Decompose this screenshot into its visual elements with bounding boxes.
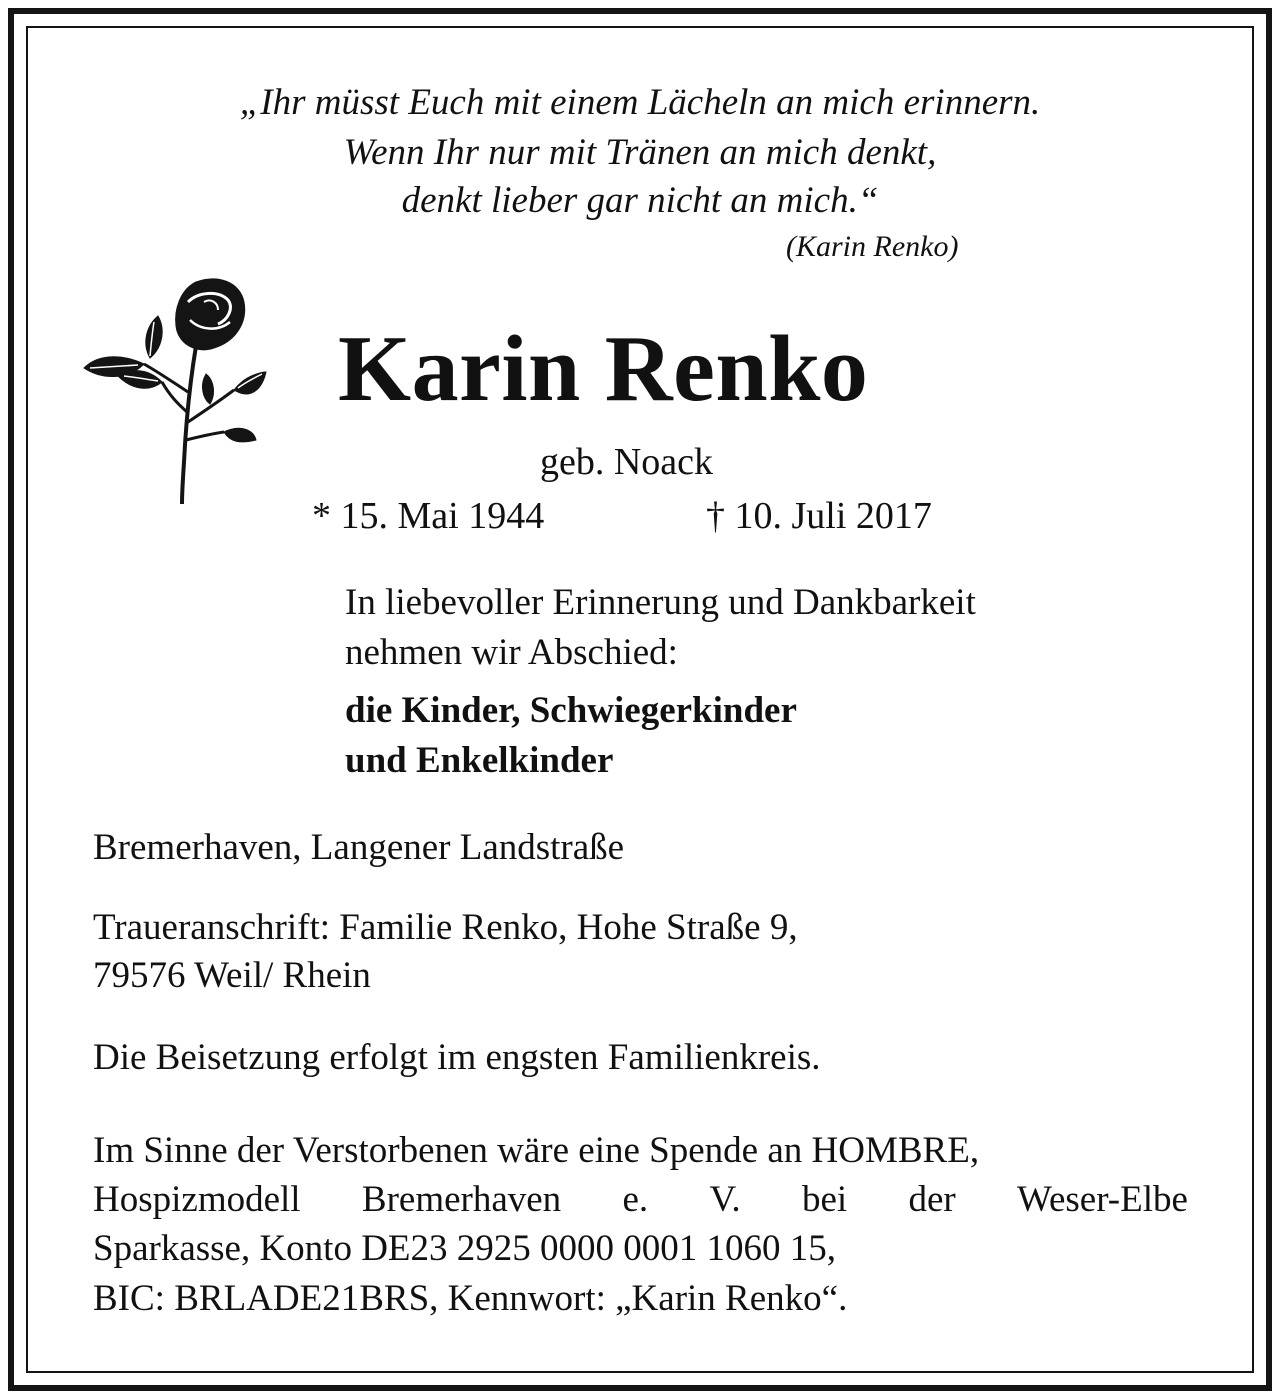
family-line-1: die Kinder, Schwiegerkinder — [345, 690, 797, 731]
donation-word: V. — [709, 1179, 741, 1220]
donation-line-2 — [93, 1181, 1188, 1218]
quote-line-1: „Ihr müsst Euch mit einem Lächeln an mich erinnern. — [239, 82, 1041, 123]
maiden-name: geb. Noack — [540, 441, 714, 483]
quote-author: (Karin Renko) — [786, 230, 959, 263]
birth-date: * 15. Mai 1944 — [312, 495, 545, 537]
donation-word: Bremerhaven — [361, 1179, 562, 1220]
donation-word: Weser-Elbe — [1017, 1179, 1188, 1220]
donation-word: Hospizmodell — [93, 1179, 301, 1220]
donation-line-1: Im Sinne der Verstorbenen wäre eine Spende an HOMBRE, — [93, 1130, 980, 1171]
address-line-2: 79576 Weil/ Rhein — [93, 955, 371, 996]
burial-text: Die Beisetzung erfolgt im engsten Familienkreis. — [93, 1037, 821, 1078]
farewell-line-2: nehmen wir Abschied: — [345, 632, 678, 673]
donation-word: bei — [801, 1179, 848, 1220]
donation-word: e. — [622, 1179, 649, 1220]
rose-icon — [78, 272, 268, 508]
address-line-1: Traueranschrift: Familie Renko, Hohe Straße 9, — [93, 907, 798, 948]
quote-line-2: Wenn Ihr nur mit Tränen an mich denkt, — [343, 132, 937, 173]
death-date: † 10. Juli 2017 — [706, 495, 932, 537]
location-text: Bremerhaven, Langener Landstraße — [93, 827, 625, 868]
donation-line-3: Sparkasse, Konto DE23 2925 0000 0001 1060 15, — [93, 1228, 837, 1269]
farewell-line-1: In liebevoller Erinnerung und Dankbarkeit — [345, 582, 976, 623]
donation-word: der — [908, 1179, 956, 1220]
donation-line-4: BIC: BRLADE21BRS, Kennwort: „Karin Renko“. — [93, 1278, 848, 1319]
quote-line-3: denkt lieber gar nicht an mich.“ — [401, 180, 879, 221]
family-line-2: und Enkelkinder — [345, 740, 614, 781]
deceased-name: Karin Renko — [338, 317, 869, 421]
